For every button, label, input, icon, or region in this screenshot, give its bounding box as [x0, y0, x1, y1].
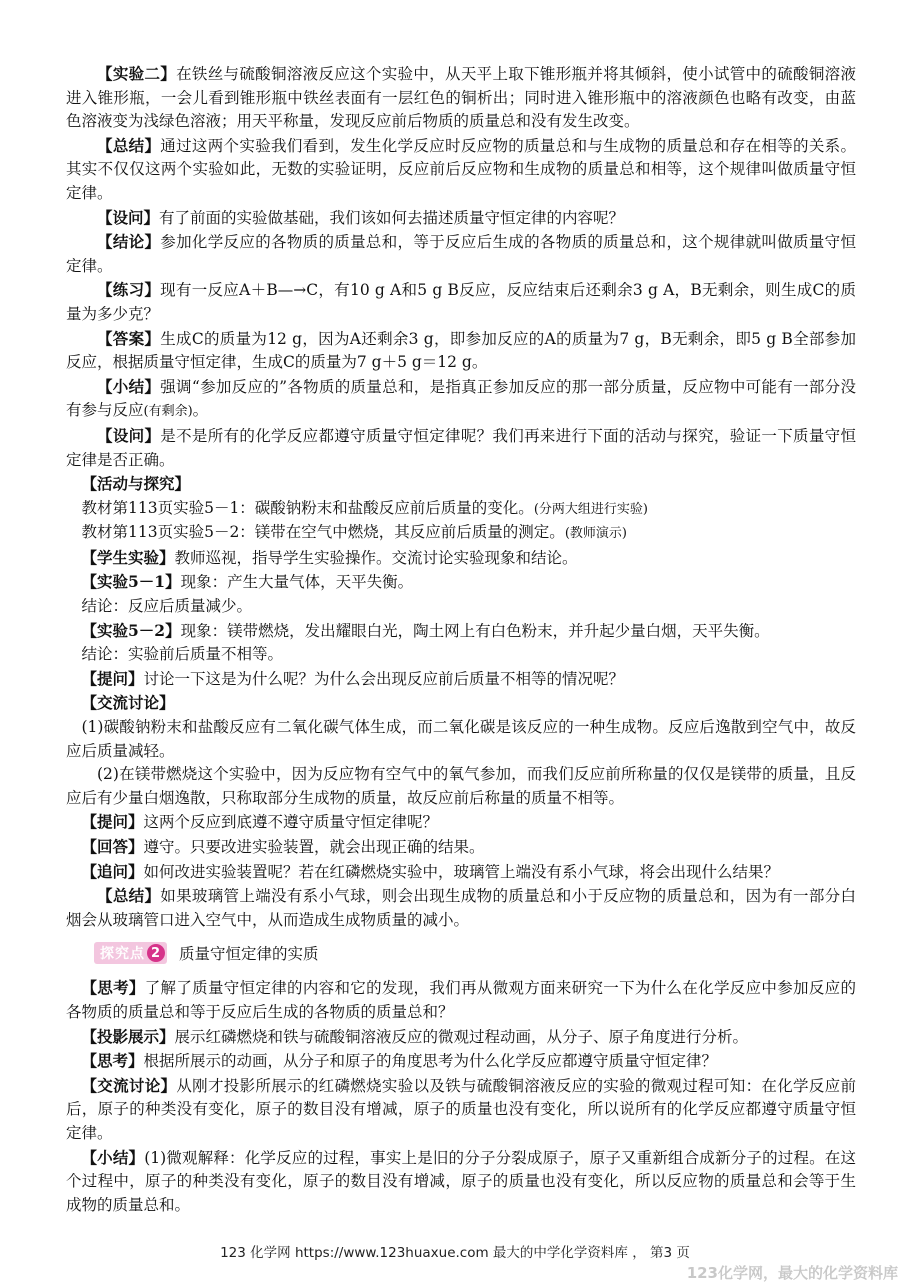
paragraph-tag: 【学生实验】 — [81, 547, 175, 567]
paragraph-text: (1)碳酸钠粉末和盐酸反应有二氧化碳气体生成，而二氧化碳是该反应的一种生成物。反应后逸散到空气中，故反应后质量减轻。 — [66, 718, 856, 760]
paragraph-tag: 【提问】 — [81, 668, 144, 688]
paragraph-tag: 【实验二】 — [97, 64, 177, 83]
section-badge-label: 探究点 — [100, 946, 145, 963]
paragraph — [66, 763, 856, 810]
paragraph — [66, 619, 856, 644]
section-heading — [94, 940, 856, 966]
paragraph-text: 如果玻璃管上端没有系小气球，则会出现生成物的质量总和小于反应物的质量总和，因为有一部分白烟会从玻璃管口进入空气中，从而造成生成物质量的减小。 — [66, 887, 856, 929]
paragraph — [66, 497, 856, 522]
paragraph — [66, 595, 856, 619]
paragraph-tag: 【实验5－1】 — [81, 572, 181, 592]
paragraph-note: (有剩余) — [143, 404, 193, 420]
paragraph-text: (1)微观解释：化学反应的过程，事实上是旧的分子分裂成原子，原子又重新组合成新分子的过程。在这个过程中，原子的种类没有变化，原子的数目没有增减，原子的质量也没有变化，所以反应物的质量总和会等于生成物的质量总和。 — [66, 1148, 856, 1214]
paragraph — [66, 976, 856, 1024]
paragraph-text: 展示红磷燃烧和铁与硫酸铜溶液反应的微观过程动画，从分子、原子角度进行分析。 — [174, 1027, 749, 1046]
section-title: 质量守恒定律的实质 — [179, 945, 319, 964]
paragraph-text: 通过这两个实验我们看到，发生化学反应时反应物的质量总和与生成物的质量总和存在相等的关系。其实不仅仅这两个实验如此，无数的实验证明，反应前后反应物和生成物的质量总和相等，这个规律叫做质量守恒定律。 — [66, 136, 856, 202]
paragraph-text: 了解了质量守恒定律的内容和它的发现，我们再从微观方面来研究一下为什么在化学反应中参加反应的各物质的质量总和等于反应后生成的各物质的质量总和？ — [66, 979, 856, 1021]
paragraph-tag: 【设问】 — [97, 207, 160, 227]
paragraph-text: 教材第113页实验5－1：碳酸钠粉末和盐酸反应前后质量的变化。 — [81, 498, 534, 517]
paragraph — [66, 667, 856, 692]
paragraph-text: 如何改进实验装置呢？若在红磷燃烧实验中，玻璃管上端没有系小气球，将会出现什么结果？ — [143, 862, 780, 881]
paragraph-text: 教师巡视，指导学生实验操作。交流讨论实验现象和结论。 — [174, 548, 578, 567]
paragraph — [66, 1025, 856, 1050]
paragraph-text: 讨论一下这是为什么呢？为什么会出现反应前后质量不相等的情况呢？ — [143, 669, 625, 688]
paragraph — [66, 884, 856, 932]
paragraph — [66, 1074, 856, 1146]
paragraph-tag: 【小结】 — [81, 1147, 145, 1167]
paragraph-text: 参加化学反应的各物质的质量总和，等于反应后生成的各物质的质量总和，这个规律就叫做质量守恒定律。 — [66, 233, 856, 275]
paragraph-text: 从刚才投影所展示的红磷燃烧实验以及铁与硫酸铜溶液反应的实验的微观过程可知：在化学反应前后，原子的种类没有变化，原子的数目没有增减，原子的质量也没有变化，所以说所有的化学反应都遵守质量守恒定律。 — [66, 1076, 856, 1142]
document-body — [66, 62, 856, 1217]
paragraph — [66, 375, 856, 424]
paragraph — [66, 134, 856, 206]
paragraph-tag: 【答案】 — [97, 328, 161, 348]
paragraph — [66, 472, 856, 497]
paragraph-tail: 。 — [192, 401, 209, 420]
paragraph-note: (分两大组进行实验) — [533, 501, 648, 517]
paragraph-text: 结论：反应后质量减少。 — [81, 597, 253, 616]
paragraph-text: 根据所展示的动画，从分子和原子的角度思考为什么化学反应都遵守质量守恒定律？ — [143, 1052, 718, 1071]
paragraph-tag: 【结论】 — [97, 232, 161, 252]
paragraph — [66, 230, 856, 278]
watermark: 123化学网，最大的化学资料库 — [686, 1264, 898, 1282]
paragraph-tag: 【实验5－2】 — [81, 620, 181, 640]
paragraph — [66, 278, 856, 326]
paragraph — [66, 643, 856, 667]
paragraph — [66, 546, 856, 571]
paragraph — [66, 1049, 856, 1074]
paragraph-tag: 【总结】 — [97, 135, 161, 155]
paragraph-tag: 【思考】 — [81, 1051, 144, 1071]
paragraph-tag: 【活动与探究】 — [81, 474, 191, 494]
paragraph — [66, 691, 856, 716]
paragraph — [66, 327, 856, 375]
paragraph-tag: 【提问】 — [81, 812, 144, 832]
section-number: 2 — [147, 944, 165, 962]
paragraph — [66, 206, 856, 231]
paragraph-text: 现象：产生大量气体，天平失衡。 — [180, 573, 414, 592]
paragraph-tag: 【设问】 — [97, 425, 161, 445]
paragraph-text: 生成C的质量为12 g，因为A还剩余3 g，即参加反应的A的质量为7 g，B无剩余，即5 g B全部参加反应，根据质量守恒定律，生成C的质量为7 g＋5 g＝12 g。 — [66, 329, 856, 372]
paragraph — [66, 570, 856, 595]
paragraph — [66, 1146, 856, 1218]
paragraph-tag: 【思考】 — [81, 978, 145, 998]
paragraph — [66, 521, 856, 546]
paragraph-tag: 【追问】 — [81, 861, 144, 881]
paragraph-text: 结论：实验前后质量不相等。 — [81, 645, 284, 664]
paragraph-tag: 【小结】 — [97, 376, 161, 396]
paragraph-tag: 【交流讨论】 — [81, 1075, 177, 1095]
paragraph-tag: 【练习】 — [97, 280, 161, 300]
paragraph-tag: 【投影展示】 — [81, 1026, 175, 1046]
paragraph — [66, 62, 856, 134]
paragraph-text: 教材第113页实验5－2：镁带在空气中燃烧，其反应前后质量的测定。 — [81, 523, 565, 542]
paragraph-text: 有了前面的实验做基础，我们该如何去描述质量守恒定律的内容呢？ — [159, 208, 625, 227]
paragraph — [66, 424, 856, 472]
paragraph-tag: 【回答】 — [81, 837, 144, 856]
page-footer: 123 化学网 https://www.123huaxue.com 最大的中学化学资料库 ， 第3 页 — [220, 1245, 690, 1261]
paragraph-text: (2)在镁带燃烧这个实验中，因为反应物有空气中的氧气参加，而我们反应前所称量的仅仅是镁带的质量，且反应后有少量白烟逸散，只称取部分生成物的质量，故反应前后称量的质量不相等。 — [66, 765, 856, 807]
paragraph — [66, 716, 856, 763]
paragraph-text: 现有一反应A＋B—→C，有10 g A和5 g B反应，反应结束后还剩余3 g A，B无剩余，则生成C的质量为多少克？ — [66, 281, 856, 323]
paragraph-text: 强调“参加反应的”各物质的质量总和，是指真正参加反应的那一部分质量，反应物中可能有一部分没有参与反应 — [66, 377, 856, 420]
paragraph-tag: 【交流讨论】 — [81, 693, 175, 713]
paragraph — [66, 810, 856, 835]
paragraph-note: (教师演示) — [564, 526, 627, 542]
paragraph-text: 遵守。只要改进实验装置，就会出现正确的结果。 — [143, 838, 485, 856]
paragraph — [66, 860, 856, 885]
paragraph-text: 现象：镁带燃烧，发出耀眼白光，陶土网上有白色粉末，并升起少量白烟，天平失衡。 — [180, 621, 770, 640]
paragraph-text: 这两个反应到底遵不遵守质量守恒定律呢？ — [143, 813, 439, 832]
paragraph-text: 是不是所有的化学反应都遵守质量守恒定律呢？我们再来进行下面的活动与探究，验证一下质量守恒定律是否正确。 — [66, 426, 856, 469]
paragraph-tag: 【总结】 — [97, 886, 161, 906]
paragraph — [66, 835, 856, 860]
section-badge — [94, 942, 167, 964]
paragraph-text: 在铁丝与硫酸铜溶液反应这个实验中，从天平上取下锥形瓶并将其倾斜，使小试管中的硫酸铜溶液进入锥形瓶，一会儿看到锥形瓶中铁丝表面有一层红色的铜析出；同时进入锥形瓶中的溶液颜色也略有改变，由蓝色溶液变为浅绿色溶液；用天平称量，发现反应前后物质的质量总和没有发生改变。 — [66, 65, 856, 131]
